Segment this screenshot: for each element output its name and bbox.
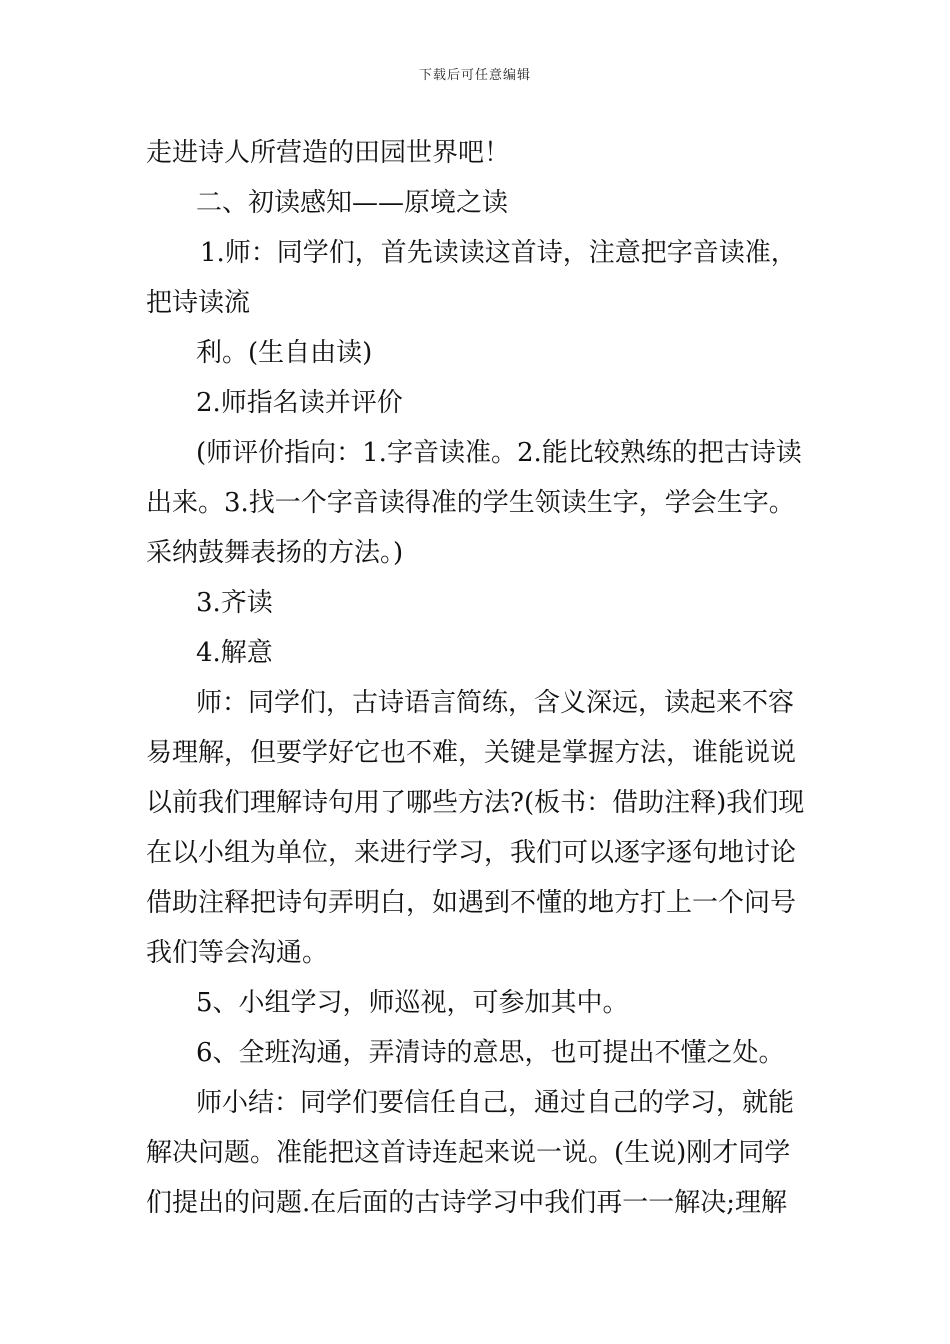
text-line: 6、全班沟通，弄清诗的意思，也可提出不懂之处。 (196, 1038, 785, 1068)
text-line: 1.师：同学们，首先读读这首诗，注意把字音读准， (200, 238, 797, 268)
section-heading: 二、初读感知——原境之读 (196, 188, 509, 218)
text-line: 在以小组为单位，来进行学习，我们可以逐字逐句地讨论 (146, 838, 797, 868)
text-line: 采纳鼓舞表扬的方法。) (146, 538, 404, 568)
text-line: 5、小组学习，师巡视，可参加其中。 (196, 988, 629, 1018)
text-line: 们提出的问题.在后面的古诗学习中我们再一一解决;理解 (146, 1188, 788, 1218)
text-line: 借助注释把诗句弄明白，如遇到不懂的地方打上一个问号 (146, 888, 797, 918)
text-line: 解决问题。准能把这首诗连起来说一说。(生说)刚才同学 (146, 1138, 791, 1168)
text-line: 师小结：同学们要信任自己，通过自己的学习，就能 (196, 1088, 795, 1118)
page-header: 下载后可任意编辑 (418, 68, 531, 83)
text-line: 把诗读流 (146, 288, 251, 318)
text-line: 师：同学们，古诗语言简练，含义深远，读起来不容 (196, 688, 795, 718)
text-line: 2.师指名读并评价 (196, 388, 403, 418)
document-body (146, 128, 812, 1228)
text-line: 4.解意 (196, 638, 273, 668)
text-line: (师评价指向：1.字音读准。2.能比较熟练的把古诗读 (196, 438, 802, 468)
text-line: 以前我们理解诗句用了哪些方法?(板书：借助注释)我们现 (146, 788, 805, 818)
text-line: 走进诗人所营造的田园世界吧！ (146, 138, 511, 168)
text-line: 易理解，但要学好它也不难，关键是掌握方法，谁能说说 (146, 738, 797, 768)
text-line: 利。(生自由读) (196, 338, 373, 368)
text-line: 出来。3.找一个字音读得准的学生领读生字，学会生字。 (146, 488, 795, 518)
text-line: 我们等会沟通。 (146, 938, 329, 968)
text-line: 3.齐读 (196, 588, 273, 618)
